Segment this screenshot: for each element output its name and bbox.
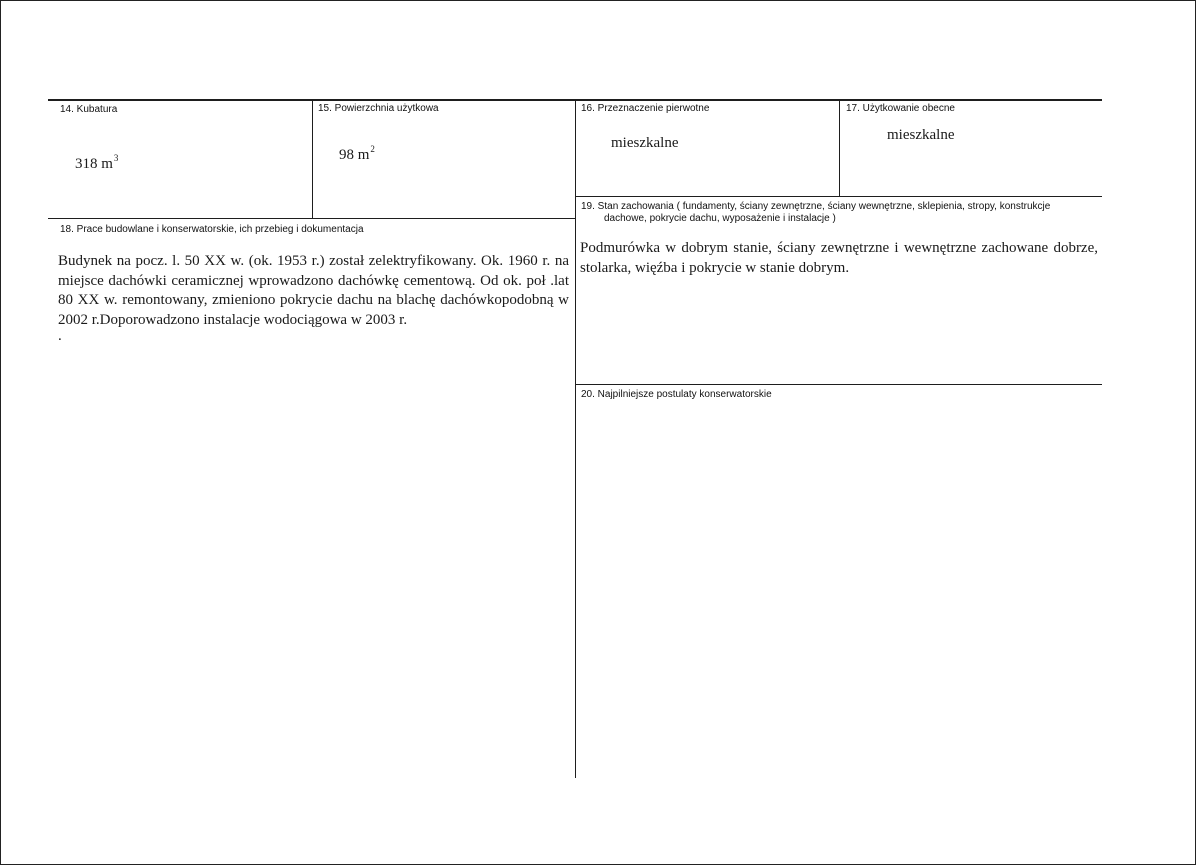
divider-left-right (575, 100, 576, 778)
rule-above-18 (48, 218, 576, 219)
prace-budowlane-text: Budynek na pocz. l. 50 XX w. (ok. 1953 r.) został zelektryfikowany. Ok. 1960 r. na miejsce dachówki ceramicznej wprowadzono dachówkę cementową. Od ok. poł .lat 80 XX w. remontowany, zmieniono pokrycie dachu na blachę dachówkopodobną w 2002 r.Doporowadzono instalacje wodociągowa w 2003 r. (58, 253, 569, 328)
postulaty-label: 20. Najpilniejsze postulaty konserwatorskie (581, 389, 772, 400)
prace-budowlane-trailing-dot: . (58, 328, 62, 344)
kubatura-value (75, 153, 119, 173)
prace-budowlane-label: 18. Prace budowlane i konserwatorskie, ich przebieg i dokumentacja (60, 224, 364, 235)
stan-zachowania-label (581, 201, 1081, 225)
powierzchnia-label: 15. Powierzchnia użytkowa (318, 103, 439, 114)
stan-zachowania-label-line1: 19. Stan zachowania ( fundamenty, ściany zewnętrzne, ściany wewnętrzne, sklepienia, stropy, konstrukcje (581, 201, 1051, 212)
stan-zachowania-text: Podmurówka w dobrym stanie, ściany zewnętrzne i wewnętrzne zachowane dobrze, stolarka, więźba i pokrycie w stanie dobrym. (580, 240, 1098, 276)
powierzchnia-value (339, 144, 375, 164)
rule-above-20 (576, 384, 1102, 385)
uzytkowanie-value: mieszkalne (887, 127, 955, 143)
przeznaczenie-label: 16. Przeznaczenie pierwotne (581, 103, 710, 114)
powierzchnia-number: 98 m (339, 147, 370, 163)
kubatura-label: 14. Kubatura (60, 104, 118, 115)
kubatura-number: 318 m (75, 156, 113, 172)
divider-16-17 (839, 100, 840, 197)
divider-14-15 (312, 100, 313, 218)
rule-above-19 (576, 196, 1102, 197)
kubatura-exponent: 3 (113, 153, 119, 163)
uzytkowanie-label: 17. Użytkowanie obecne (846, 103, 955, 114)
powierzchnia-exponent: 2 (370, 144, 375, 154)
przeznaczenie-value: mieszkalne (611, 135, 679, 151)
stan-zachowania-label-line2: dachowe, pokrycie dachu, wyposażenie i instalacje ) (604, 213, 836, 224)
